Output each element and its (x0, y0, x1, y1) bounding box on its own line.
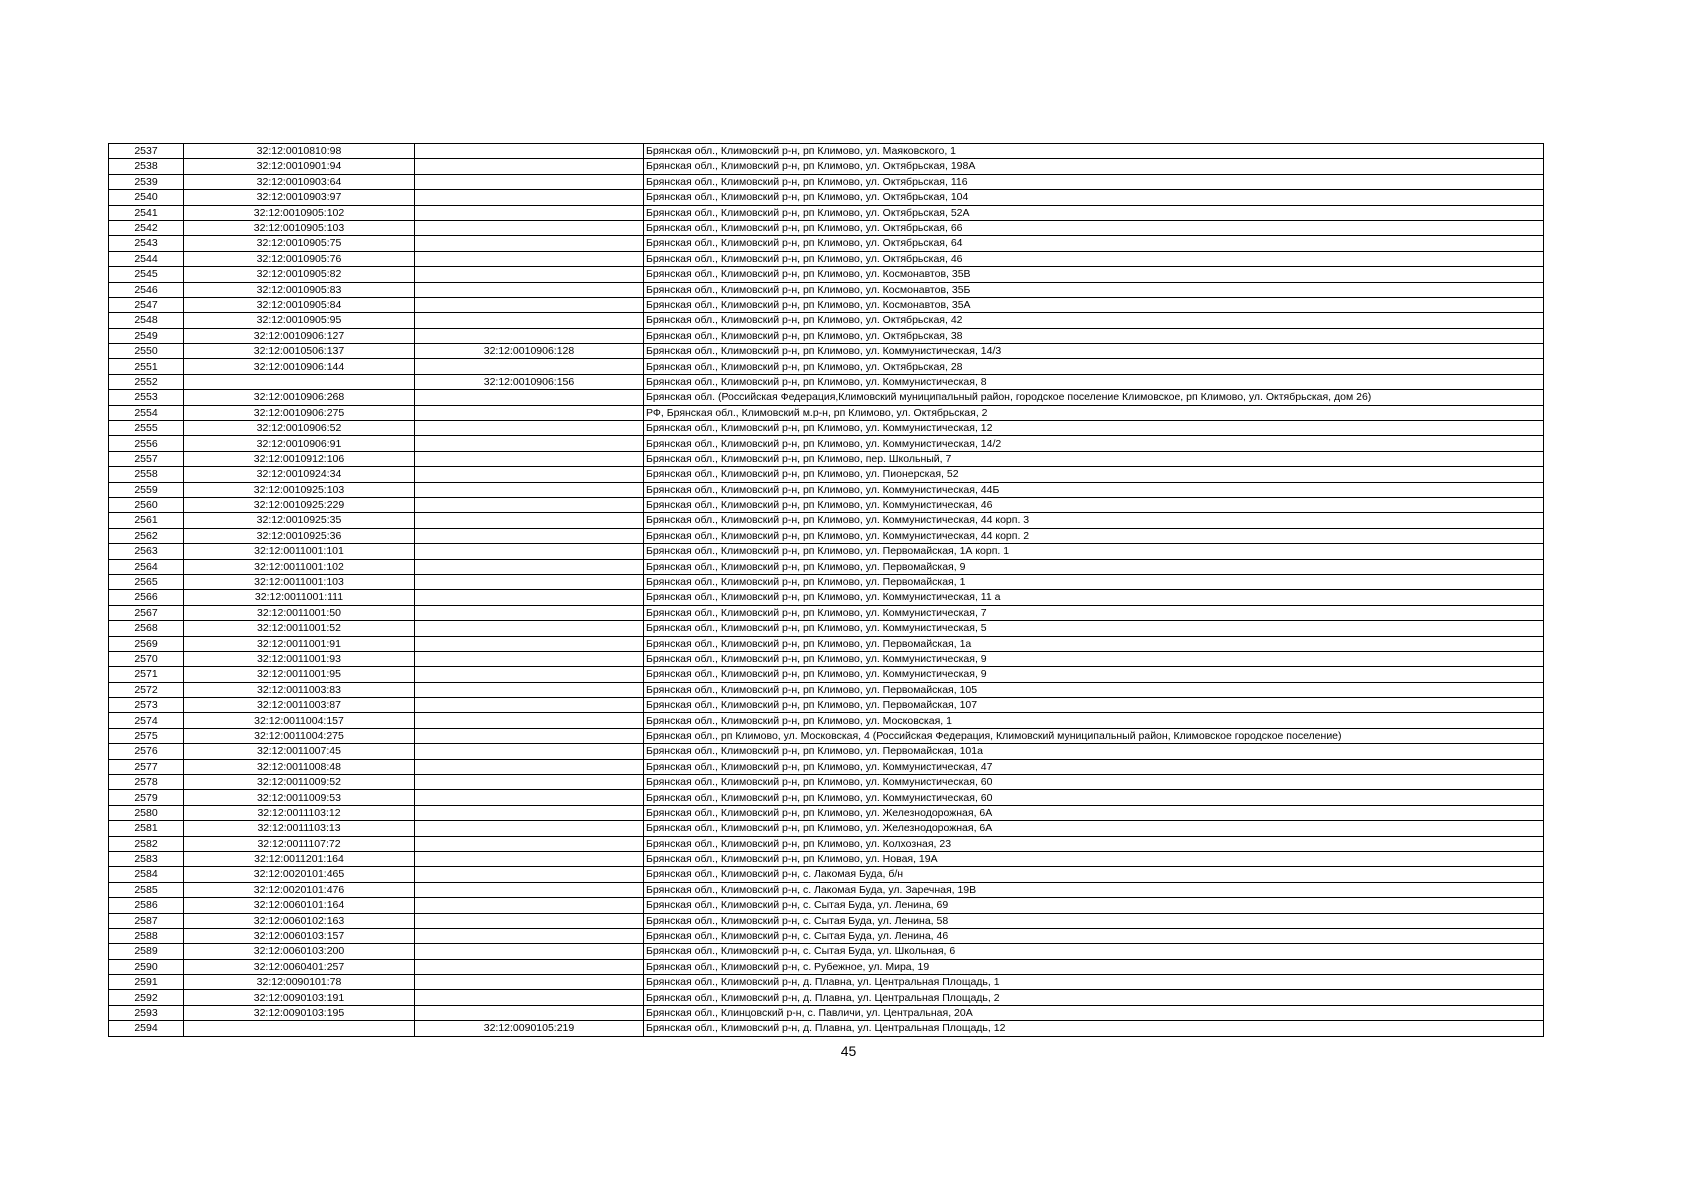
table-row (109, 790, 1544, 805)
related-cadastral-number-cell (415, 1005, 644, 1020)
table-row (109, 313, 1544, 328)
table-row (109, 559, 1544, 574)
row-number-cell: 2578 (109, 775, 184, 790)
address-cell: Брянская обл., Климовский р-н, с. Лакомая Буда, б/н (644, 867, 1544, 882)
address-cell: Брянская обл., Климовский р-н, рп Климово, ул. Маяковского, 1 (644, 144, 1544, 159)
cadastral-number-cell: 32:12:0011107:72 (184, 836, 415, 851)
address-cell: Брянская обл., Климовский р-н, рп Климово, ул. Космонавтов, 35В (644, 267, 1544, 282)
related-cadastral-number-cell (415, 990, 644, 1005)
table-row (109, 251, 1544, 266)
address-cell: Брянская обл., Климовский р-н, рп Климово, ул. Коммунистическая, 11 а (644, 590, 1544, 605)
table-row (109, 267, 1544, 282)
address-cell: Брянская обл., Климовский р-н, рп Климово, ул. Коммунистическая, 46 (644, 497, 1544, 512)
row-number-cell: 2587 (109, 913, 184, 928)
cadastral-number-cell: 32:12:0011201:164 (184, 851, 415, 866)
address-cell: Брянская обл., Климовский р-н, рп Климово, ул. Коммунистическая, 5 (644, 621, 1544, 636)
related-cadastral-number-cell: 32:12:0010906:128 (415, 344, 644, 359)
cadastral-number-cell: 32:12:0010905:82 (184, 267, 415, 282)
address-cell: Брянская обл., Климовский р-н, с. Сытая Буда, ул. Ленина, 46 (644, 928, 1544, 943)
related-cadastral-number-cell (415, 236, 644, 251)
address-cell: Брянская обл., Климовский р-н, рп Климово, ул. Первомайская, 107 (644, 698, 1544, 713)
table-row (109, 405, 1544, 420)
row-number-cell: 2546 (109, 282, 184, 297)
cadastral-number-cell: 32:12:0011001:103 (184, 574, 415, 589)
row-number-cell: 2537 (109, 144, 184, 159)
address-cell: Брянская обл., Климовский р-н, рп Климово, ул. Коммунистическая, 14/3 (644, 344, 1544, 359)
cadastral-number-cell: 32:12:0010905:84 (184, 297, 415, 312)
cadastral-number-cell: 32:12:0010905:102 (184, 205, 415, 220)
table-row (109, 667, 1544, 682)
address-cell: Брянская обл., Климовский р-н, рп Климово, ул. Коммунистическая, 60 (644, 775, 1544, 790)
row-number-cell: 2561 (109, 513, 184, 528)
table-row (109, 344, 1544, 359)
cadastral-number-cell: 32:12:0010905:103 (184, 220, 415, 235)
address-cell: Брянская обл., Климовский р-н, рп Климово, ул. Московская, 1 (644, 713, 1544, 728)
related-cadastral-number-cell (415, 728, 644, 743)
cadastral-number-cell: 32:12:0060103:157 (184, 928, 415, 943)
cadastral-number-cell: 32:12:0010901:94 (184, 159, 415, 174)
row-number-cell: 2566 (109, 590, 184, 605)
row-number-cell: 2572 (109, 682, 184, 697)
table-row (109, 975, 1544, 990)
address-cell: Брянская обл., Климовский р-н, рп Климово, ул. Коммунистическая, 12 (644, 421, 1544, 436)
row-number-cell: 2589 (109, 944, 184, 959)
table-row (109, 374, 1544, 389)
row-number-cell: 2585 (109, 882, 184, 897)
address-cell: Брянская обл., Климовский р-н, рп Климово, ул. Железнодорожная, 6А (644, 805, 1544, 820)
row-number-cell: 2542 (109, 220, 184, 235)
table-row (109, 928, 1544, 943)
related-cadastral-number-cell (415, 405, 644, 420)
cadastral-number-cell: 32:12:0010925:103 (184, 482, 415, 497)
cadastral-number-cell: 32:12:0020101:476 (184, 882, 415, 897)
address-cell: Брянская обл., Климовский р-н, рп Климово, ул. Октябрьская, 42 (644, 313, 1544, 328)
address-cell: Брянская обл., Климовский р-н, рп Климово, ул. Первомайская, 101а (644, 744, 1544, 759)
row-number-cell: 2568 (109, 621, 184, 636)
table-row (109, 882, 1544, 897)
related-cadastral-number-cell (415, 759, 644, 774)
address-cell: Брянская обл., Климовский р-н, рп Климово, ул. Колхозная, 23 (644, 836, 1544, 851)
row-number-cell: 2582 (109, 836, 184, 851)
cadastral-number-cell: 32:12:0011009:53 (184, 790, 415, 805)
row-number-cell: 2575 (109, 728, 184, 743)
cadastral-number-cell (184, 1021, 415, 1036)
row-number-cell: 2593 (109, 1005, 184, 1020)
row-number-cell: 2547 (109, 297, 184, 312)
related-cadastral-number-cell (415, 328, 644, 343)
related-cadastral-number-cell (415, 682, 644, 697)
related-cadastral-number-cell (415, 390, 644, 405)
registry-table-body (109, 144, 1544, 1037)
related-cadastral-number-cell (415, 205, 644, 220)
row-number-cell: 2549 (109, 328, 184, 343)
row-number-cell: 2592 (109, 990, 184, 1005)
related-cadastral-number-cell (415, 621, 644, 636)
table-row (109, 636, 1544, 651)
related-cadastral-number-cell (415, 436, 644, 451)
table-row (109, 1005, 1544, 1020)
row-number-cell: 2579 (109, 790, 184, 805)
address-cell: Брянская обл., Климовский р-н, д. Плавна, ул. Центральная Площадь, 12 (644, 1021, 1544, 1036)
table-row (109, 682, 1544, 697)
related-cadastral-number-cell (415, 882, 644, 897)
row-number-cell: 2543 (109, 236, 184, 251)
cadastral-number-cell: 32:12:0010906:52 (184, 421, 415, 436)
table-row (109, 144, 1544, 159)
row-number-cell: 2562 (109, 528, 184, 543)
table-row (109, 913, 1544, 928)
cadastral-number-cell: 32:12:0011001:93 (184, 651, 415, 666)
row-number-cell: 2541 (109, 205, 184, 220)
related-cadastral-number-cell (415, 144, 644, 159)
table-row (109, 836, 1544, 851)
related-cadastral-number-cell (415, 898, 644, 913)
address-cell: Брянская обл., Климовский р-н, рп Климово, ул. Октябрьская, 66 (644, 220, 1544, 235)
address-cell: Брянская обл., Климовский р-н, рп Климово, ул. Железнодорожная, 6А (644, 821, 1544, 836)
related-cadastral-number-cell (415, 605, 644, 620)
row-number-cell: 2540 (109, 190, 184, 205)
cadastral-number-cell: 32:12:0090101:78 (184, 975, 415, 990)
address-cell: Брянская обл., Климовский р-н, д. Плавна, ул. Центральная Площадь, 2 (644, 990, 1544, 1005)
table-row (109, 328, 1544, 343)
row-number-cell: 2538 (109, 159, 184, 174)
address-cell: Брянская обл., Климовский р-н, рп Климово, ул. Коммунистическая, 60 (644, 790, 1544, 805)
address-cell: Брянская обл., Климовский р-н, рп Климово, ул. Первомайская, 1а (644, 636, 1544, 651)
cadastral-number-cell: 32:12:0011001:91 (184, 636, 415, 651)
registry-table (108, 143, 1544, 1037)
row-number-cell: 2586 (109, 898, 184, 913)
related-cadastral-number-cell (415, 544, 644, 559)
related-cadastral-number-cell (415, 359, 644, 374)
address-cell: Брянская обл., Климовский р-н, рп Климово, ул. Октябрьская, 104 (644, 190, 1544, 205)
related-cadastral-number-cell (415, 451, 644, 466)
table-row (109, 944, 1544, 959)
cadastral-number-cell: 32:12:0010924:34 (184, 467, 415, 482)
address-cell: Брянская обл., Климовский р-н, рп Климово, пер. Школьный, 7 (644, 451, 1544, 466)
cadastral-number-cell: 32:12:0010906:91 (184, 436, 415, 451)
table-row (109, 236, 1544, 251)
related-cadastral-number-cell (415, 559, 644, 574)
related-cadastral-number-cell (415, 851, 644, 866)
table-row (109, 867, 1544, 882)
table-row (109, 497, 1544, 512)
related-cadastral-number-cell (415, 482, 644, 497)
related-cadastral-number-cell (415, 928, 644, 943)
related-cadastral-number-cell (415, 220, 644, 235)
cadastral-number-cell: 32:12:0010903:97 (184, 190, 415, 205)
row-number-cell: 2559 (109, 482, 184, 497)
related-cadastral-number-cell (415, 297, 644, 312)
related-cadastral-number-cell (415, 944, 644, 959)
table-row (109, 467, 1544, 482)
table-row (109, 544, 1544, 559)
related-cadastral-number-cell (415, 159, 644, 174)
related-cadastral-number-cell (415, 313, 644, 328)
row-number-cell: 2553 (109, 390, 184, 405)
cadastral-number-cell: 32:12:0060102:163 (184, 913, 415, 928)
table-row (109, 421, 1544, 436)
table-row (109, 959, 1544, 974)
address-cell: Брянская обл., Климовский р-н, рп Климово, ул. Коммунистическая, 7 (644, 605, 1544, 620)
address-cell: Брянская обл., Климовский р-н, рп Климово, ул. Первомайская, 105 (644, 682, 1544, 697)
related-cadastral-number-cell (415, 713, 644, 728)
table-row (109, 482, 1544, 497)
address-cell: Брянская обл., Климовский р-н, рп Климово, ул. Первомайская, 9 (644, 559, 1544, 574)
table-row (109, 990, 1544, 1005)
address-cell: Брянская обл., Климовский р-н, рп Климово, ул. Коммунистическая, 44 корп. 3 (644, 513, 1544, 528)
table-row (109, 1021, 1544, 1036)
address-cell: Брянская обл., Климовский р-н, рп Климово, ул. Октябрьская, 52А (644, 205, 1544, 220)
related-cadastral-number-cell (415, 790, 644, 805)
row-number-cell: 2556 (109, 436, 184, 451)
related-cadastral-number-cell (415, 975, 644, 990)
address-cell: Брянская обл., Климовский р-н, рп Климово, ул. Коммунистическая, 9 (644, 651, 1544, 666)
table-row (109, 436, 1544, 451)
related-cadastral-number-cell (415, 282, 644, 297)
related-cadastral-number-cell (415, 667, 644, 682)
row-number-cell: 2571 (109, 667, 184, 682)
cadastral-number-cell: 32:12:0010905:95 (184, 313, 415, 328)
address-cell: Брянская обл., Климовский р-н, рп Климово, ул. Пионерская, 52 (644, 467, 1544, 482)
cadastral-number-cell: 32:12:0020101:465 (184, 867, 415, 882)
related-cadastral-number-cell (415, 251, 644, 266)
cadastral-number-cell: 32:12:0060401:257 (184, 959, 415, 974)
cadastral-number-cell: 32:12:0010905:75 (184, 236, 415, 251)
address-cell: Брянская обл., Климовский р-н, рп Климово, ул. Октябрьская, 38 (644, 328, 1544, 343)
cadastral-number-cell: 32:12:0010905:76 (184, 251, 415, 266)
address-cell: Брянская обл., Климовский р-н, рп Климово, ул. Коммунистическая, 44 корп. 2 (644, 528, 1544, 543)
related-cadastral-number-cell (415, 528, 644, 543)
table-row (109, 759, 1544, 774)
cadastral-number-cell: 32:12:0010925:36 (184, 528, 415, 543)
related-cadastral-number-cell (415, 821, 644, 836)
address-cell: Брянская обл., Климовский р-н, рп Климово, ул. Коммунистическая, 44Б (644, 482, 1544, 497)
row-number-cell: 2550 (109, 344, 184, 359)
cadastral-number-cell: 32:12:0090103:195 (184, 1005, 415, 1020)
row-number-cell: 2539 (109, 174, 184, 189)
address-cell: Брянская обл. (Российская Федерация,Климовский муниципальный район, городское поселение Климовское, рп Климово, ул. Октябрьская, дом 26) (644, 390, 1544, 405)
table-row (109, 174, 1544, 189)
row-number-cell: 2591 (109, 975, 184, 990)
cadastral-number-cell: 32:12:0010906:268 (184, 390, 415, 405)
table-row (109, 528, 1544, 543)
cadastral-number-cell: 32:12:0011103:12 (184, 805, 415, 820)
cadastral-number-cell: 32:12:0011001:50 (184, 605, 415, 620)
row-number-cell: 2570 (109, 651, 184, 666)
table-row (109, 190, 1544, 205)
cadastral-number-cell (184, 374, 415, 389)
address-cell: Брянская обл., Климовский р-н, рп Климово, ул. Коммунистическая, 9 (644, 667, 1544, 682)
row-number-cell: 2581 (109, 821, 184, 836)
address-cell: Брянская обл., Климовский р-н, рп Климово, ул. Октябрьская, 198А (644, 159, 1544, 174)
row-number-cell: 2590 (109, 959, 184, 974)
related-cadastral-number-cell (415, 744, 644, 759)
cadastral-number-cell: 32:12:0010906:127 (184, 328, 415, 343)
address-cell: Брянская обл., Климовский р-н, с. Сытая Буда, ул. Школьная, 6 (644, 944, 1544, 959)
address-cell: Брянская обл., Климовский р-н, рп Климово, ул. Октябрьская, 28 (644, 359, 1544, 374)
cadastral-number-cell: 32:12:0011003:87 (184, 698, 415, 713)
cadastral-number-cell: 32:12:0010906:144 (184, 359, 415, 374)
row-number-cell: 2584 (109, 867, 184, 882)
address-cell: Брянская обл., Климовский р-н, рп Климово, ул. Октябрьская, 116 (644, 174, 1544, 189)
related-cadastral-number-cell (415, 497, 644, 512)
table-row (109, 220, 1544, 235)
row-number-cell: 2565 (109, 574, 184, 589)
row-number-cell: 2554 (109, 405, 184, 420)
address-cell: РФ, Брянская обл., Климовский м.р-н, рп Климово, ул. Октябрьская, 2 (644, 405, 1544, 420)
table-row (109, 390, 1544, 405)
table-row (109, 574, 1544, 589)
cadastral-number-cell: 32:12:0010925:35 (184, 513, 415, 528)
related-cadastral-number-cell (415, 867, 644, 882)
related-cadastral-number-cell (415, 636, 644, 651)
table-row (109, 775, 1544, 790)
cadastral-number-cell: 32:12:0011004:157 (184, 713, 415, 728)
address-cell: Брянская обл., Климовский р-н, рп Климово, ул. Коммунистическая, 8 (644, 374, 1544, 389)
row-number-cell: 2560 (109, 497, 184, 512)
cadastral-number-cell: 32:12:0011001:52 (184, 621, 415, 636)
row-number-cell: 2567 (109, 605, 184, 620)
related-cadastral-number-cell (415, 467, 644, 482)
related-cadastral-number-cell: 32:12:0010906:156 (415, 374, 644, 389)
address-cell: Брянская обл., Климовский р-н, с. Сытая Буда, ул. Ленина, 58 (644, 913, 1544, 928)
address-cell: Брянская обл., Климовский р-н, с. Сытая Буда, ул. Ленина, 69 (644, 898, 1544, 913)
related-cadastral-number-cell: 32:12:0090105:219 (415, 1021, 644, 1036)
address-cell: Брянская обл., Климовский р-н, с. Рубежное, ул. Мира, 19 (644, 959, 1544, 974)
table-row (109, 713, 1544, 728)
related-cadastral-number-cell (415, 267, 644, 282)
row-number-cell: 2574 (109, 713, 184, 728)
table-row (109, 359, 1544, 374)
related-cadastral-number-cell (415, 836, 644, 851)
related-cadastral-number-cell (415, 590, 644, 605)
related-cadastral-number-cell (415, 190, 644, 205)
table-row (109, 159, 1544, 174)
cadastral-number-cell: 32:12:0010506:137 (184, 344, 415, 359)
address-cell: Брянская обл., Климовский р-н, рп Климово, ул. Космонавтов, 35А (644, 297, 1544, 312)
related-cadastral-number-cell (415, 421, 644, 436)
row-number-cell: 2557 (109, 451, 184, 466)
page-number: 45 (840, 1043, 857, 1059)
table-row (109, 728, 1544, 743)
address-cell: Брянская обл., Климовский р-н, рп Климово, ул. Коммунистическая, 47 (644, 759, 1544, 774)
address-cell: Брянская обл., Климовский р-н, рп Климово, ул. Октябрьская, 64 (644, 236, 1544, 251)
cadastral-number-cell: 32:12:0011103:13 (184, 821, 415, 836)
address-cell: Брянская обл., Климовский р-н, с. Лакомая Буда, ул. Заречная, 19В (644, 882, 1544, 897)
cadastral-number-cell: 32:12:0011003:83 (184, 682, 415, 697)
row-number-cell: 2594 (109, 1021, 184, 1036)
row-number-cell: 2545 (109, 267, 184, 282)
cadastral-number-cell: 32:12:0010810:98 (184, 144, 415, 159)
cadastral-number-cell: 32:12:0011001:102 (184, 559, 415, 574)
related-cadastral-number-cell (415, 174, 644, 189)
related-cadastral-number-cell (415, 913, 644, 928)
row-number-cell: 2563 (109, 544, 184, 559)
table-row (109, 821, 1544, 836)
cadastral-number-cell: 32:12:0011001:95 (184, 667, 415, 682)
row-number-cell: 2551 (109, 359, 184, 374)
table-row (109, 297, 1544, 312)
table-row (109, 898, 1544, 913)
table-row (109, 698, 1544, 713)
related-cadastral-number-cell (415, 805, 644, 820)
row-number-cell: 2544 (109, 251, 184, 266)
row-number-cell: 2548 (109, 313, 184, 328)
table-row (109, 651, 1544, 666)
table-row (109, 744, 1544, 759)
address-cell: Брянская обл., рп Климово, ул. Московская, 4 (Российская Федерация, Климовский муниципальный район, Климовское городское поселение) (644, 728, 1544, 743)
address-cell: Брянская обл., Климовский р-н, д. Плавна, ул. Центральная Площадь, 1 (644, 975, 1544, 990)
address-cell: Брянская обл., Климовский р-н, рп Климово, ул. Октябрьская, 46 (644, 251, 1544, 266)
cadastral-number-cell: 32:12:0011004:275 (184, 728, 415, 743)
row-number-cell: 2580 (109, 805, 184, 820)
cadastral-number-cell: 32:12:0011001:101 (184, 544, 415, 559)
table-row (109, 621, 1544, 636)
row-number-cell: 2576 (109, 744, 184, 759)
cadastral-number-cell: 32:12:0011007:45 (184, 744, 415, 759)
cadastral-number-cell: 32:12:0010906:275 (184, 405, 415, 420)
cadastral-number-cell: 32:12:0010912:106 (184, 451, 415, 466)
table-row (109, 205, 1544, 220)
cadastral-number-cell: 32:12:0060103:200 (184, 944, 415, 959)
cadastral-number-cell: 32:12:0011009:52 (184, 775, 415, 790)
cadastral-number-cell: 32:12:0011008:48 (184, 759, 415, 774)
address-cell: Брянская обл., Климовский р-н, рп Климово, ул. Космонавтов, 35Б (644, 282, 1544, 297)
row-number-cell: 2583 (109, 851, 184, 866)
address-cell: Брянская обл., Клинцовский р-н, с. Павличи, ул. Центральная, 20А (644, 1005, 1544, 1020)
cadastral-number-cell: 32:12:0090103:191 (184, 990, 415, 1005)
cadastral-number-cell: 32:12:0060101:164 (184, 898, 415, 913)
row-number-cell: 2569 (109, 636, 184, 651)
table-row (109, 805, 1544, 820)
table-row (109, 851, 1544, 866)
table-row (109, 513, 1544, 528)
related-cadastral-number-cell (415, 698, 644, 713)
row-number-cell: 2577 (109, 759, 184, 774)
cadastral-number-cell: 32:12:0010905:83 (184, 282, 415, 297)
table-row (109, 590, 1544, 605)
row-number-cell: 2552 (109, 374, 184, 389)
address-cell: Брянская обл., Климовский р-н, рп Климово, ул. Первомайская, 1А корп. 1 (644, 544, 1544, 559)
address-cell: Брянская обл., Климовский р-н, рп Климово, ул. Новая, 19А (644, 851, 1544, 866)
cadastral-number-cell: 32:12:0010925:229 (184, 497, 415, 512)
related-cadastral-number-cell (415, 775, 644, 790)
related-cadastral-number-cell (415, 651, 644, 666)
row-number-cell: 2573 (109, 698, 184, 713)
cadastral-number-cell: 32:12:0010903:64 (184, 174, 415, 189)
related-cadastral-number-cell (415, 574, 644, 589)
related-cadastral-number-cell (415, 513, 644, 528)
cadastral-number-cell: 32:12:0011001:111 (184, 590, 415, 605)
table-row (109, 282, 1544, 297)
row-number-cell: 2558 (109, 467, 184, 482)
address-cell: Брянская обл., Климовский р-н, рп Климово, ул. Коммунистическая, 14/2 (644, 436, 1544, 451)
row-number-cell: 2555 (109, 421, 184, 436)
row-number-cell: 2564 (109, 559, 184, 574)
row-number-cell: 2588 (109, 928, 184, 943)
table-row (109, 605, 1544, 620)
address-cell: Брянская обл., Климовский р-н, рп Климово, ул. Первомайская, 1 (644, 574, 1544, 589)
table-row (109, 451, 1544, 466)
related-cadastral-number-cell (415, 959, 644, 974)
